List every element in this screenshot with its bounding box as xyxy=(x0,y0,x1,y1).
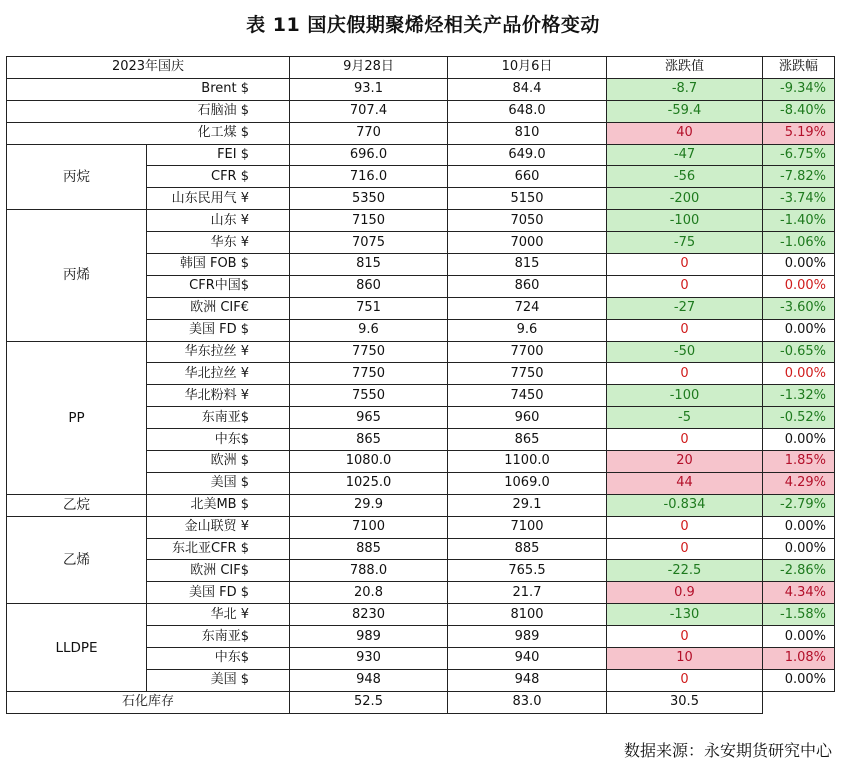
header-cell: 2023年国庆 xyxy=(7,57,290,79)
change-percent: 0.00% xyxy=(763,538,835,560)
category-label: PP xyxy=(7,341,147,494)
change-percent: 4.29% xyxy=(763,472,835,494)
inventory-oct6: 83.0 xyxy=(448,691,607,713)
price-oct6: 989 xyxy=(448,626,607,648)
header-cell: 涨跌幅 xyxy=(763,57,835,79)
product-name: 华北拉丝 ¥ xyxy=(147,363,290,385)
price-oct6: 7450 xyxy=(448,385,607,407)
price-oct6: 649.0 xyxy=(448,144,607,166)
change-value: 10 xyxy=(607,648,763,670)
product-name: 欧洲 CIF$ xyxy=(147,560,290,582)
change-value: -22.5 xyxy=(607,560,763,582)
price-oct6: 84.4 xyxy=(448,78,607,100)
change-percent: 0.00% xyxy=(763,319,835,341)
price-oct6: 815 xyxy=(448,254,607,276)
inventory-label: 石化库存 xyxy=(7,691,290,713)
change-value: -59.4 xyxy=(607,100,763,122)
change-value: -27 xyxy=(607,297,763,319)
change-percent: 1.08% xyxy=(763,648,835,670)
product-name: 华东拉丝 ¥ xyxy=(147,341,290,363)
price-sep28: 865 xyxy=(290,429,448,451)
change-percent: -1.06% xyxy=(763,232,835,254)
inventory-sep28: 52.5 xyxy=(290,691,448,713)
price-sep28: 29.9 xyxy=(290,494,448,516)
source-note: 数据来源：永安期货研究中心 xyxy=(623,741,832,760)
change-percent: -0.52% xyxy=(763,407,835,429)
category-label: 乙烷 xyxy=(7,494,147,516)
change-value: 40 xyxy=(607,122,763,144)
table-row xyxy=(7,78,835,100)
price-sep28: 696.0 xyxy=(290,144,448,166)
price-oct6: 940 xyxy=(448,648,607,670)
price-oct6: 7750 xyxy=(448,363,607,385)
change-value: -8.7 xyxy=(607,78,763,100)
change-value: -50 xyxy=(607,341,763,363)
product-name: 北美MB $ xyxy=(147,494,290,516)
change-percent: 1.85% xyxy=(763,451,835,473)
change-percent: -7.82% xyxy=(763,166,835,188)
price-oct6: 648.0 xyxy=(448,100,607,122)
product-name: 美国 FD $ xyxy=(147,582,290,604)
price-sep28: 5350 xyxy=(290,188,448,210)
price-oct6: 1069.0 xyxy=(448,472,607,494)
price-oct6: 960 xyxy=(448,407,607,429)
product-name: CFR $ xyxy=(147,166,290,188)
price-oct6: 948 xyxy=(448,669,607,691)
table-row xyxy=(7,341,835,363)
table-row xyxy=(7,122,835,144)
change-value: -75 xyxy=(607,232,763,254)
price-sep28: 7750 xyxy=(290,363,448,385)
product-name: 美国 $ xyxy=(147,669,290,691)
category-label: 丙烯 xyxy=(7,210,147,341)
change-value: -47 xyxy=(607,144,763,166)
price-sep28: 751 xyxy=(290,297,448,319)
change-percent: -2.79% xyxy=(763,494,835,516)
price-oct6: 865 xyxy=(448,429,607,451)
change-value: 0 xyxy=(607,254,763,276)
inventory-change: 30.5 xyxy=(607,691,763,713)
change-value: -56 xyxy=(607,166,763,188)
price-sep28: 770 xyxy=(290,122,448,144)
price-sep28: 20.8 xyxy=(290,582,448,604)
product-name: 东南亚$ xyxy=(147,626,290,648)
change-value: 20 xyxy=(607,451,763,473)
table-body xyxy=(7,57,835,714)
price-oct6: 8100 xyxy=(448,604,607,626)
product-name: 华北粉料 ¥ xyxy=(147,385,290,407)
change-value: -200 xyxy=(607,188,763,210)
header-row xyxy=(7,57,835,79)
change-percent: -1.32% xyxy=(763,385,835,407)
change-percent: 5.19% xyxy=(763,122,835,144)
price-oct6: 21.7 xyxy=(448,582,607,604)
price-oct6: 1100.0 xyxy=(448,451,607,473)
product-name: 中东$ xyxy=(147,648,290,670)
price-sep28: 1025.0 xyxy=(290,472,448,494)
change-value: 0 xyxy=(607,429,763,451)
product-name: 韩国 FOB $ xyxy=(147,254,290,276)
change-value: 0 xyxy=(607,669,763,691)
price-sep28: 1080.0 xyxy=(290,451,448,473)
price-sep28: 885 xyxy=(290,538,448,560)
product-name: 山东 ¥ xyxy=(147,210,290,232)
change-value: -5 xyxy=(607,407,763,429)
price-sep28: 930 xyxy=(290,648,448,670)
change-percent: 0.00% xyxy=(763,669,835,691)
header-cell: 涨跌值 xyxy=(607,57,763,79)
product-name: 华东 ¥ xyxy=(147,232,290,254)
product-name: 欧洲 $ xyxy=(147,451,290,473)
category-label: LLDPE xyxy=(7,604,147,692)
price-oct6: 5150 xyxy=(448,188,607,210)
product-name: 山东民用气 ¥ xyxy=(147,188,290,210)
change-value: 0 xyxy=(607,275,763,297)
price-sep28: 7075 xyxy=(290,232,448,254)
table-title: 表 11 国庆假期聚烯烃相关产品价格变动 xyxy=(246,14,600,36)
table-row xyxy=(7,210,835,232)
table-row xyxy=(7,604,835,626)
price-oct6: 810 xyxy=(448,122,607,144)
category-label: 乙烯 xyxy=(7,516,147,604)
price-sep28: 989 xyxy=(290,626,448,648)
price-oct6: 724 xyxy=(448,297,607,319)
price-sep28: 7550 xyxy=(290,385,448,407)
table-row xyxy=(7,516,835,538)
price-oct6: 765.5 xyxy=(448,560,607,582)
price-oct6: 7050 xyxy=(448,210,607,232)
product-name: CFR中国$ xyxy=(147,275,290,297)
change-percent: -1.58% xyxy=(763,604,835,626)
price-sep28: 8230 xyxy=(290,604,448,626)
change-value: -130 xyxy=(607,604,763,626)
price-oct6: 7000 xyxy=(448,232,607,254)
change-percent: 4.34% xyxy=(763,582,835,604)
product-name: 化工煤 $ xyxy=(7,122,290,144)
change-percent: 0.00% xyxy=(763,254,835,276)
price-sep28: 7150 xyxy=(290,210,448,232)
price-oct6: 660 xyxy=(448,166,607,188)
product-name: 美国 FD $ xyxy=(147,319,290,341)
change-percent: -9.34% xyxy=(763,78,835,100)
change-percent: 0.00% xyxy=(763,275,835,297)
change-percent: -8.40% xyxy=(763,100,835,122)
change-value: 0 xyxy=(607,516,763,538)
inventory-row xyxy=(7,691,835,713)
change-percent: -6.75% xyxy=(763,144,835,166)
change-percent: -3.74% xyxy=(763,188,835,210)
product-name: 金山联贸 ¥ xyxy=(147,516,290,538)
product-name: 东北亚CFR $ xyxy=(147,538,290,560)
price-oct6: 7100 xyxy=(448,516,607,538)
table-row xyxy=(7,144,835,166)
table-row xyxy=(7,100,835,122)
change-percent: 0.00% xyxy=(763,429,835,451)
header-cell: 10月6日 xyxy=(448,57,607,79)
price-sep28: 93.1 xyxy=(290,78,448,100)
product-name: 欧洲 CIF€ xyxy=(147,297,290,319)
price-oct6: 7700 xyxy=(448,341,607,363)
price-sep28: 707.4 xyxy=(290,100,448,122)
change-percent: 0.00% xyxy=(763,626,835,648)
product-name: 美国 $ xyxy=(147,472,290,494)
header-cell: 9月28日 xyxy=(290,57,448,79)
change-percent: 0.00% xyxy=(763,363,835,385)
price-sep28: 948 xyxy=(290,669,448,691)
change-percent: -3.60% xyxy=(763,297,835,319)
change-percent: 0.00% xyxy=(763,516,835,538)
change-value: 0 xyxy=(607,319,763,341)
price-sep28: 7100 xyxy=(290,516,448,538)
product-name: FEI $ xyxy=(147,144,290,166)
empty-cell xyxy=(763,691,835,713)
price-oct6: 29.1 xyxy=(448,494,607,516)
price-oct6: 885 xyxy=(448,538,607,560)
price-sep28: 7750 xyxy=(290,341,448,363)
change-value: -0.834 xyxy=(607,494,763,516)
price-sep28: 9.6 xyxy=(290,319,448,341)
change-percent: -1.40% xyxy=(763,210,835,232)
product-name: 石脑油 $ xyxy=(7,100,290,122)
change-value: 0 xyxy=(607,538,763,560)
change-value: 44 xyxy=(607,472,763,494)
change-percent: -2.86% xyxy=(763,560,835,582)
change-value: -100 xyxy=(607,385,763,407)
product-name: 东南亚$ xyxy=(147,407,290,429)
product-name: 华北 ¥ xyxy=(147,604,290,626)
change-percent: -0.65% xyxy=(763,341,835,363)
change-value: 0 xyxy=(607,626,763,648)
price-sep28: 815 xyxy=(290,254,448,276)
price-oct6: 860 xyxy=(448,275,607,297)
price-sep28: 965 xyxy=(290,407,448,429)
change-value: -100 xyxy=(607,210,763,232)
change-value: 0 xyxy=(607,363,763,385)
product-name: Brent $ xyxy=(7,78,290,100)
product-name: 中东$ xyxy=(147,429,290,451)
table-row xyxy=(7,494,835,516)
price-change-table xyxy=(6,56,835,714)
change-value: 0.9 xyxy=(607,582,763,604)
price-oct6: 9.6 xyxy=(448,319,607,341)
category-label: 丙烷 xyxy=(7,144,147,210)
price-sep28: 788.0 xyxy=(290,560,448,582)
price-sep28: 860 xyxy=(290,275,448,297)
price-sep28: 716.0 xyxy=(290,166,448,188)
